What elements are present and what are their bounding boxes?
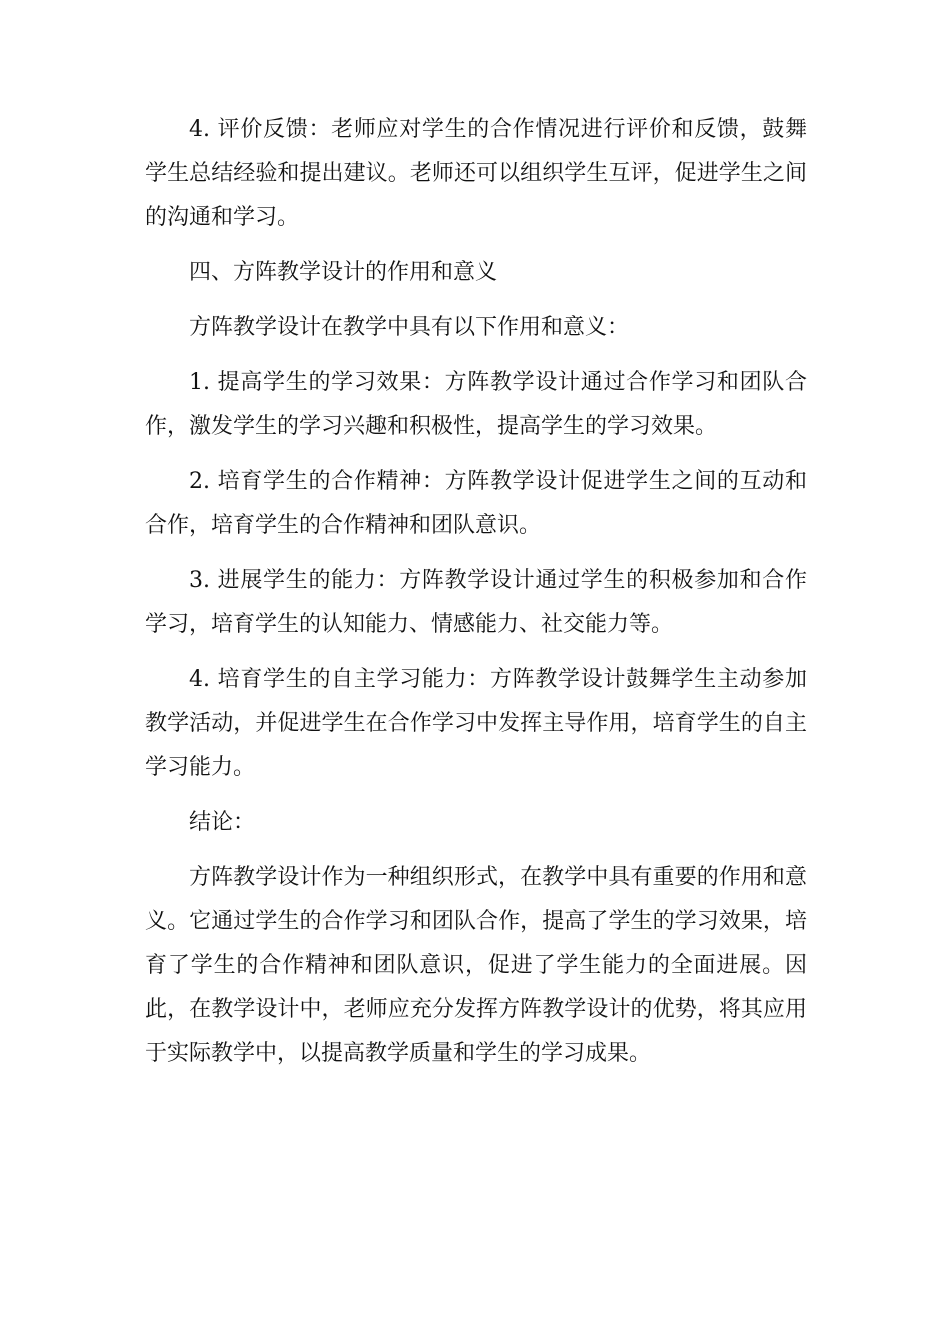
list-item: 3. 进展学生的能力：方阵教学设计通过学生的积极参加和合作学习，培育学生的认知能力、情感能力、社交能力等。 xyxy=(145,568,807,637)
paragraph-evaluation-feedback: 4. 评价反馈：老师应对学生的合作情况进行评价和反馈，鼓舞学生总结经验和提出建议。老师还可以组织学生互评，促进学生之间的沟通和学习。 xyxy=(145,117,807,230)
section-intro: 方阵教学设计在教学中具有以下作用和意义： xyxy=(189,315,630,340)
list-item: 2. 培育学生的合作精神：方阵教学设计促进学生之间的互动和合作，培育学生的合作精神和团队意识。 xyxy=(145,469,807,538)
list-item: 4. 培育学生的自主学习能力：方阵教学设计鼓舞学生主动参加教学活动，并促进学生在合作学习中发挥主导作用，培育学生的自主学习能力。 xyxy=(145,667,807,780)
section-heading: 四、方阵教学设计的作用和意义 xyxy=(189,260,498,285)
conclusion-text: 方阵教学设计作为一种组织形式，在教学中具有重要的作用和意义。它通过学生的合作学习和团队合作，提高了学生的学习效果，培育了学生的合作精神和团队意识，促进了学生能力的全面进展。因此，在教学设计中，老师应充分发挥方阵教学设计的优势，将其应用于实际教学中，以提高教学质量和学生的学习成果。 xyxy=(145,865,807,1066)
conclusion-heading: 结论： xyxy=(189,810,256,835)
list-item: 1. 提高学生的学习效果：方阵教学设计通过合作学习和团队合作，激发学生的学习兴趣和积极性，提高学生的学习效果。 xyxy=(145,370,807,439)
document-page xyxy=(145,108,807,1087)
